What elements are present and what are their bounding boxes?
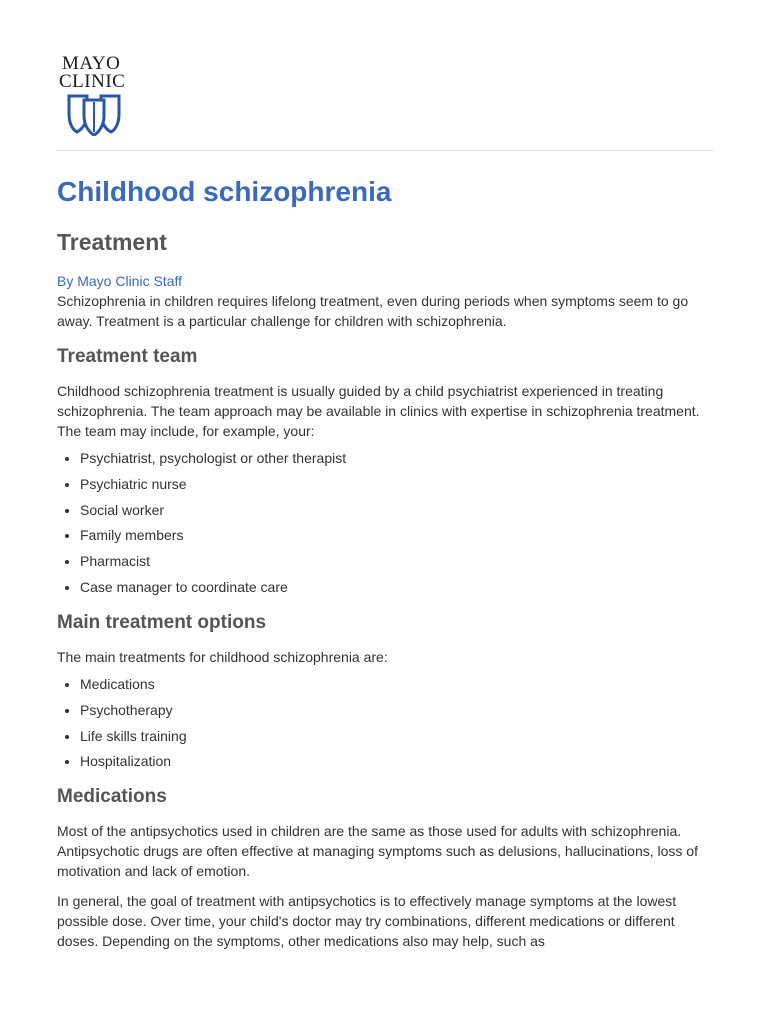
list-item: • Psychiatrist, psychologist or other therapist	[80, 448, 713, 468]
treatment-team-heading: Treatment team	[57, 346, 198, 367]
mayo-shield-icon	[67, 94, 121, 136]
medications-paragraph-1: Most of the antipsychotics used in children are the same as those used for adults with schizophrenia. Antipsychotic drugs are often effective at managing symptoms such as delusions, hallucinations, loss of motivation and lack of emotion.	[57, 823, 698, 880]
list-item: • Family members	[80, 525, 713, 545]
header-divider	[57, 150, 713, 151]
article	[57, 172, 713, 951]
list-item: • Psychiatric nurse	[80, 474, 713, 494]
page-title: Childhood schizophrenia	[57, 176, 392, 207]
list-item: • Medications	[80, 674, 713, 694]
intro-paragraph: Schizophrenia in children requires lifelong treatment, even during periods when symptoms seem to go away. Treatment is a particular challenge for children with schizophrenia.	[57, 293, 689, 329]
logo-text-clinic: CLINIC	[59, 71, 126, 92]
medications-paragraph-2: In general, the goal of treatment with antipsychotics is to effectively manage symptoms at the lowest possible dose. Over time, your child's doctor may try combinations, different medications or different doses. Depending on the symptoms, other medications also may help, such as	[57, 893, 677, 950]
main-treatment-options-heading: Main treatment options	[57, 611, 267, 633]
list-item: • Life skills training	[80, 726, 713, 746]
section-title: Treatment	[57, 229, 167, 255]
medications-heading: Medications	[57, 786, 167, 808]
list-item: • Social worker	[80, 500, 713, 520]
main-treatment-options-list	[57, 674, 713, 771]
treatment-team-paragraph: Childhood schizophrenia treatment is usually guided by a child psychiatrist experienced in treating schizophrenia. The team approach may be available in clinics with expertise in schizophrenia treatment. The team may include, for example, your:	[57, 383, 700, 439]
byline-link[interactable]: By Mayo Clinic Staff	[57, 273, 183, 289]
list-item: • Psychotherapy	[80, 700, 713, 720]
main-treatment-options-paragraph: The main treatments for childhood schizophrenia are:	[57, 648, 388, 665]
list-item: • Hospitalization	[80, 751, 713, 771]
logo-text-mayo: MAYO	[62, 53, 121, 74]
list-item: • Pharmacist	[80, 551, 713, 571]
mayo-clinic-logo[interactable]	[57, 55, 137, 137]
list-item: • Case manager to coordinate care	[80, 577, 713, 597]
treatment-team-list	[57, 448, 713, 597]
